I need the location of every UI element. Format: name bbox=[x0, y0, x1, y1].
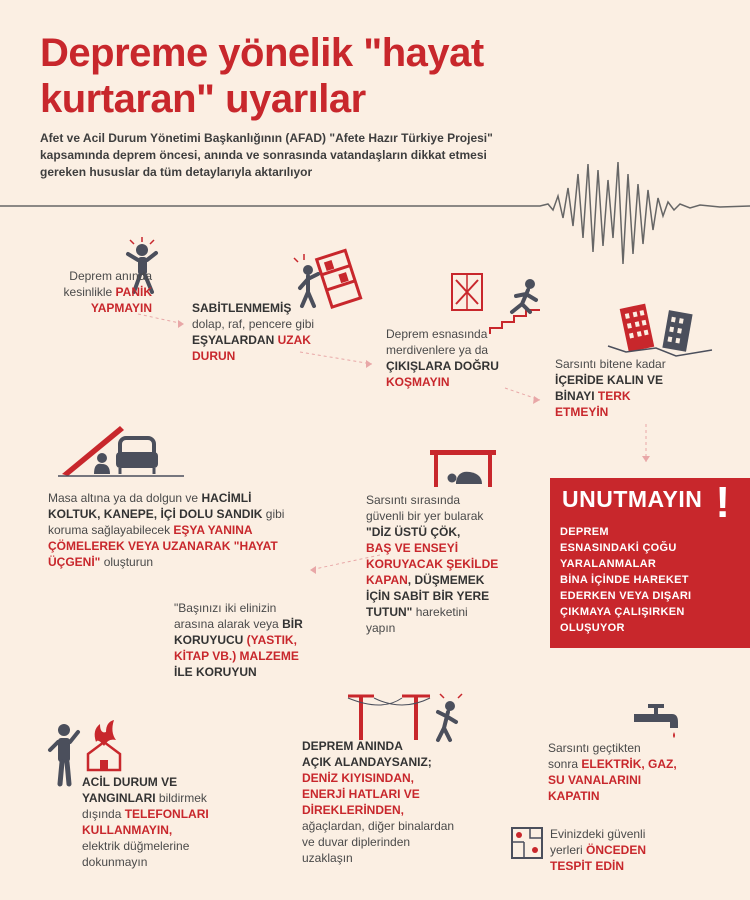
tip-utilities: Sarsıntı geçtikten sonra ELEKTRİK, GAZ, SU VANALARINI KAPATIN bbox=[548, 741, 677, 803]
page-title: Depreme yönelik "hayat kurtaran" uyarılar bbox=[40, 31, 484, 121]
page-subtitle: Afet ve Acil Durum Yönetimi Başkanlığının (AFAD) "Afete Hazır Türkiye Projesi" kapsamında deprem öncesi, anında ve sonrasında vatandaşların dikkat etmesi gereken hususlar da tüm detaylarıyla aktarılıyor bbox=[40, 131, 493, 179]
tip-safe-spot: Evinizdeki güvenli yerleri ÖNCEDEN TESPİT EDİN bbox=[550, 827, 647, 873]
tip-drop-cover-hold: Sarsıntı sırasında güvenli bir yer bularak "DİZ ÜSTÜ ÇÖK, BAŞ VE ENSEYİ KORUYACAK ŞEKİLDE KAPAN, DÜŞMEMEK İÇİN SABİT BİR YERE TUTUN" hareketini yapın bbox=[366, 493, 499, 635]
tip-stay-inside: Sarsıntı bitene kadar İÇERİDE KALIN VE BİNAYI TERK ETMEYİN bbox=[555, 357, 666, 419]
reminder-box bbox=[550, 478, 750, 648]
triangle-of-life-icon bbox=[58, 418, 188, 480]
tip-outdoors: DEPREM ANINDA AÇIK ALANDAYSANIZ; DENİZ KIYISINDAN, ENERJİ HATLARI VE DİREKLERİNDEN, ağaçlardan, diğer binalardan ve duvar diplerinden uzaklaşın bbox=[302, 739, 455, 865]
power-lines-icon bbox=[340, 690, 470, 742]
tip-triangle-of-life: Masa altına ya da dolgun ve HACİMLİ KOLTUK, KANEPE, İÇİ DOLU SANDIK gibi koruma sağlayabilecek EŞYA YANINA ÇÖMELEREK VEYA UZANARAK "HAYAT ÜÇGENİ" oluşturun bbox=[48, 491, 285, 569]
exclamation-icon: ! bbox=[715, 478, 730, 527]
tip-furniture: SABİTLENMEMİŞ dolap, raf, pencere gibi EŞYALARDAN UZAK DURUN bbox=[192, 301, 315, 363]
tip-panic: Deprem anında kesinlikle PANİK YAPMAYIN bbox=[63, 269, 152, 315]
tip-cover-head: "Başınızı iki elinizin arasına alarak veya BİR KORUYUCU (YASTIK, KİTAP VB.) MALZEME İLE KORUYUN bbox=[174, 601, 303, 679]
drop-cover-icon bbox=[428, 448, 498, 488]
floor-plan-icon bbox=[510, 826, 544, 860]
buildings-icon bbox=[606, 298, 716, 362]
tip-stairs: Deprem esnasında merdivenlere ya da ÇIKIŞLARA DOĞRU KOŞMAYIN bbox=[386, 327, 499, 389]
falling-shelf-icon bbox=[292, 248, 364, 308]
water-tap-icon bbox=[632, 702, 682, 742]
reminder-heading: UNUTMAYIN bbox=[562, 486, 703, 512]
tip-phones: ACİL DURUM VE YANGINLARI bildirmek dışında TELEFONLARI KULLANMAYIN, elektrik düğmelerine dokunmayın bbox=[82, 775, 209, 869]
reminder-text: DEPREM ESNASINDAKİ ÇOĞU YARALANMALAR BİNA İÇİNDE HAREKET EDERKEN VEYA DIŞARI ÇIKMAYA ÇALIŞIRKEN OLUŞUYOR bbox=[560, 526, 692, 634]
